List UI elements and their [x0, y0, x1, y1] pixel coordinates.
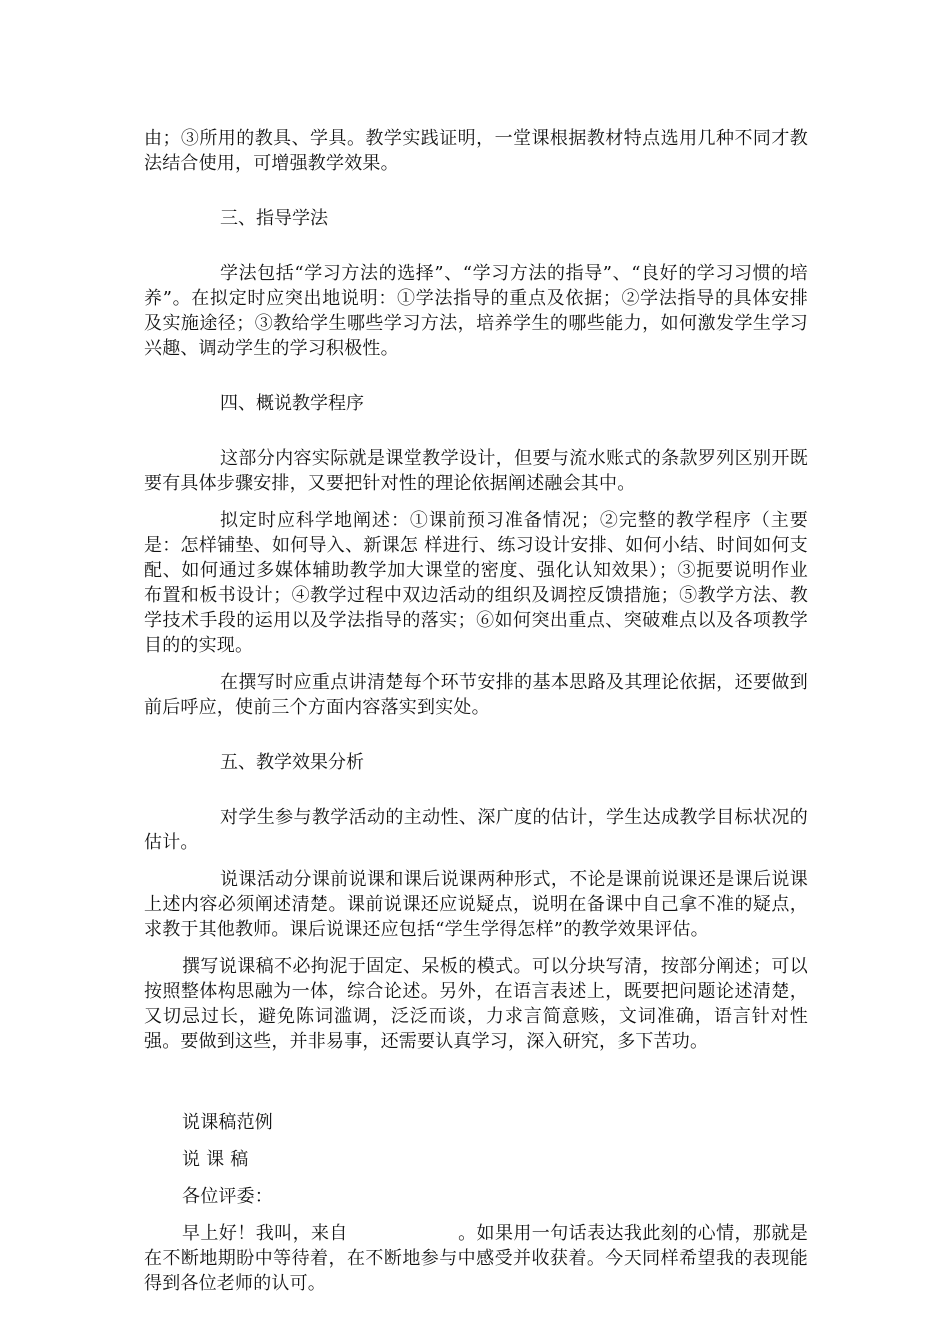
example-greeting: 各位评委： [182, 1186, 273, 1207]
document-page [144, 126, 808, 1296]
example-opening-part1: 早上好！我叫，来自 [182, 1223, 348, 1244]
paragraph-writing-focus: 在撰写时应重点讲清楚每个环节安排的基本思路及其理论依据，还要做到前后呼应，使前三个方面内容落实到实处。 [144, 672, 808, 718]
paragraph-lesson-forms: 说课活动分课前说课和课后说课两种形式，不论是课前说课还是课后说课上述内容必须阐述清楚。课前说课还应说疑点，说明在备课中自己拿不准的疑点，求教于其他教师。课后说课还应包括“学生学得怎样”的教学效果评估。 [144, 869, 808, 940]
paragraph-effect-estimate: 对学生参与教学活动的主动性、深广度的估计，学生达成教学目标状况的估计。 [144, 807, 808, 853]
example-opening-paragraph [144, 1221, 808, 1296]
example-subtitle: 说 课 稿 [182, 1149, 249, 1170]
example-opening-part2: 。如果用一句话表达我此刻的心情，那就是在不断地期盼中等待着，在不断地参与中感受并收获着。今天同样希望我的表现能得到各位老师的认可。 [144, 1223, 808, 1294]
paragraph-procedure-details: 拟定时应科学地阐述：①课前预习准备情况；②完整的教学程序（主要是：怎样铺垫、如何导入、新课怎 样进行、练习设计安排、如何小结、时间如何支配、如何通过多媒体辅助教学加大课堂的密度、强化认知效果）；③扼要说明作业布置和板书设计；④教学过程中双边活动的组织及调控反馈措施；⑤教学方法、教学技术手段的运用以及学法指导的落实；⑥如何突出重点、突破难点以及各项教学目的的实现。 [144, 510, 808, 656]
heading-effect-analysis: 五、教学效果分析 [220, 752, 364, 773]
paragraph-writing-advice: 撰写说课稿不必拘泥于固定、呆板的模式。可以分块写清，按部分阐述；可以按照整体构思融为一体，综合论述。另外，在语言表述上，既要把问题论述清楚，又切忌过长，避免陈词滥调，泛泛而谈，力求言简意赅，文词准确，语言针对性强。要做到这些，并非易事，还需要认真学习，深入研究，多下苦功。 [144, 956, 808, 1052]
paragraph-procedure-intro: 这部分内容实际就是课堂教学设计，但要与流水账式的条款罗列区别开既要有具体步骤安排，又要把针对性的理论依据阐述融会其中。 [144, 448, 808, 494]
paragraph-learning-methods: 学法包括“学习方法的选择”、“学习方法的指导”、“良好的学习习惯的培养”。在拟定时应突出地说明：①学法指导的重点及依据；②学法指导的具体安排及实施途径；③教给学生哪些学习方法，培养学生的哪些能力，如何激发学生学习兴趣、调动学生的学习积极性。 [144, 263, 808, 359]
heading-guide-learning: 三、指导学法 [220, 208, 328, 229]
paragraph-teaching-methods-end: 由；③所用的教具、学具。教学实践证明，一堂课根据教材特点选用几种不同才教法结合使用，可增强教学效果。 [144, 128, 808, 174]
heading-teaching-procedure: 四、概说教学程序 [220, 393, 364, 414]
example-title: 说课稿范例 [182, 1112, 273, 1133]
